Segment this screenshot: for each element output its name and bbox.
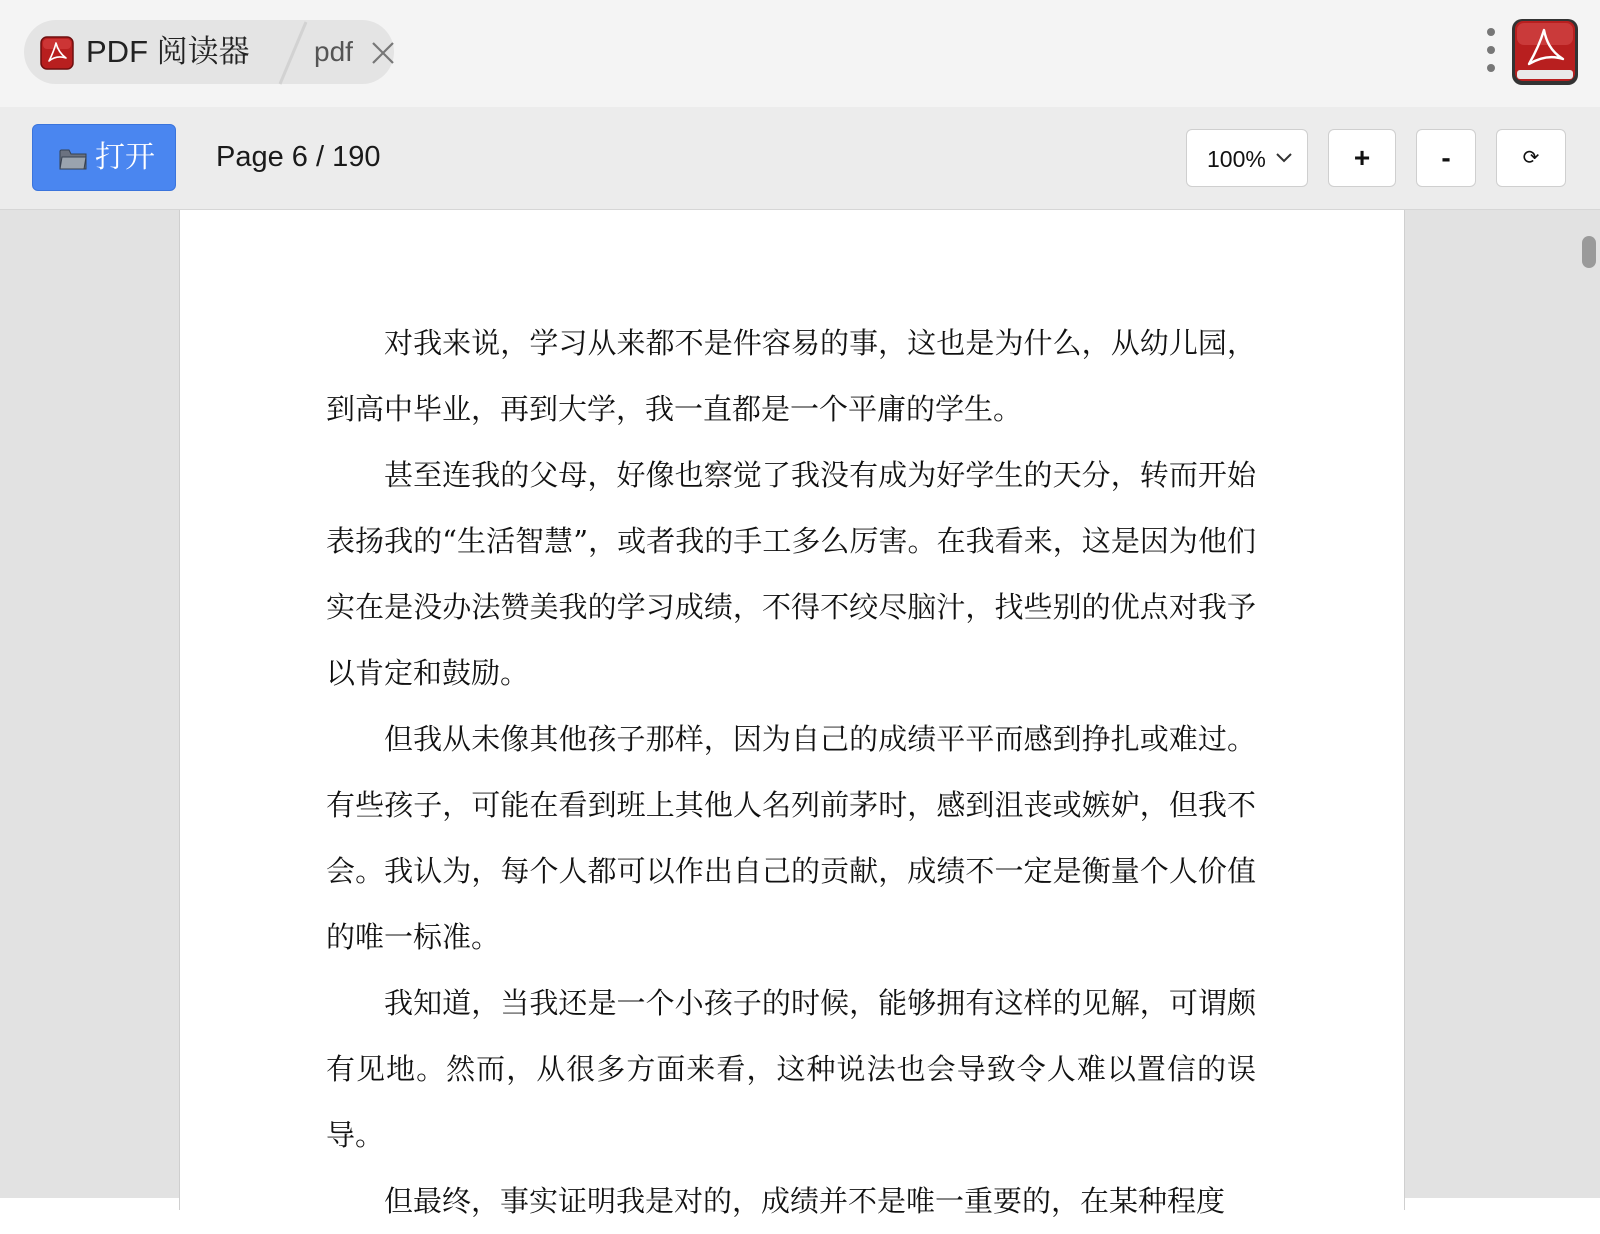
title-bar: [0, 0, 1600, 107]
document-viewport[interactable]: [0, 210, 1600, 1218]
zoom-out-label: -: [1441, 142, 1451, 173]
pdf-app-icon: [40, 36, 74, 70]
pdf-app-icon: [1511, 18, 1579, 86]
close-icon[interactable]: [370, 40, 396, 66]
paragraph: 甚至连我的父母，好像也察觉了我没有成为好学生的天分，转而开始表扬我的“生活智慧”，或者我的手工多么厉害。在我看来，这是因为他们实在是没办法赞美我的学习成绩，不得不绞尽脑汁，找些别的优点对我予以肯定和鼓励。: [326, 458, 1256, 690]
zoom-out-button[interactable]: [1416, 129, 1476, 187]
tab-file-label: pdf: [314, 36, 353, 67]
scrollbar-thumb[interactable]: [1582, 236, 1596, 268]
open-button-label: 打开: [95, 141, 155, 174]
rotate-label: ⟳: [1522, 147, 1540, 169]
page-text: [326, 310, 1256, 1234]
page-indicator: Page 6 / 190: [216, 141, 381, 173]
paragraph: 对我来说，学习从来都不是件容易的事，这也是为什么，从幼儿园，到高中毕业，再到大学，我一直都是一个平庸的学生。: [326, 326, 1256, 426]
rotate-button[interactable]: [1496, 129, 1566, 187]
tab-file[interactable]: [288, 20, 394, 84]
paragraph: 但最终，事实证明我是对的，成绩并不是唯一重要的，在某种程度: [384, 1184, 1226, 1218]
zoom-in-label: +: [1353, 142, 1371, 173]
app-title: PDF 阅读器: [86, 34, 250, 69]
folder-icon: [59, 147, 87, 171]
zoom-select[interactable]: [1186, 129, 1308, 187]
tab-app[interactable]: [24, 20, 292, 84]
zoom-value: 100%: [1207, 146, 1266, 172]
kebab-menu-icon[interactable]: [1483, 28, 1499, 74]
open-button[interactable]: [32, 124, 176, 191]
paragraph: 我知道，当我还是一个小孩子的时候，能够拥有这样的见解，可谓颇有见地。然而，从很多方面来看，这种说法也会导致令人难以置信的误导。: [326, 986, 1256, 1152]
tab-bar: [24, 20, 394, 84]
scrollbar[interactable]: [1570, 210, 1600, 1198]
pdf-page: [179, 210, 1405, 1218]
toolbar: [0, 107, 1600, 210]
paragraph: 但我从未像其他孩子那样，因为自己的成绩平平而感到挣扎或难过。有些孩子，可能在看到班上其他人名列前茅时，感到沮丧或嫉妒，但我不会。我认为，每个人都可以作出自己的贡献，成绩不一定是衡量个人价值的唯一标准。: [326, 722, 1256, 954]
chevron-down-icon: [1275, 152, 1293, 164]
zoom-in-button[interactable]: [1328, 129, 1396, 187]
